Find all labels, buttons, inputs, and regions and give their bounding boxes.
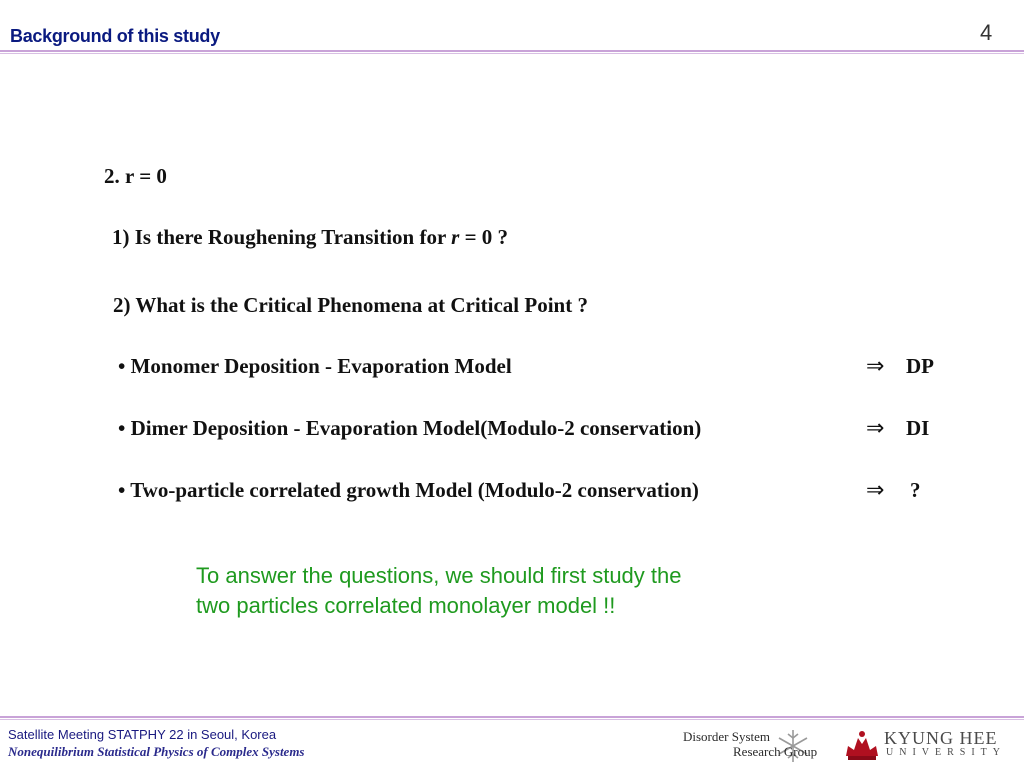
bullet-dimer: • Dimer Deposition - Evaporation Model(Modulo-2 conservation) (118, 416, 702, 440)
question-1-prefix: 1) Is there Roughening Transition for (112, 225, 452, 249)
bullet-two-particle-result: ? (910, 478, 921, 502)
footer-divider (0, 716, 1024, 718)
kyunghee-logo-sub: UNIVERSITY (886, 747, 1006, 758)
section-heading: 2. r = 0 (104, 164, 167, 188)
question-1-variable: r (451, 225, 460, 249)
dsrg-logo-text-1: Disorder System (683, 729, 771, 744)
header-divider (0, 50, 1024, 52)
bullet-monomer-result: DP (906, 354, 934, 378)
bullet-dimer-result: DI (906, 416, 930, 440)
footer-subtitle: Nonequilibrium Statistical Physics of Complex Systems (8, 744, 305, 759)
implies-arrow-icon: ⇒ (866, 415, 885, 440)
bullet-two-particle: • Two-particle correlated growth Model (Modulo-2 conservation) (118, 478, 699, 502)
slide-title: Background of this study (10, 26, 220, 46)
conclusion-line-2: two particles correlated monolayer model !! (196, 593, 616, 618)
dsrg-logo-text-2: Research Group (733, 744, 818, 759)
page-number: 4 (980, 20, 993, 45)
bullet-monomer: • Monomer Deposition - Evaporation Model (118, 354, 512, 378)
kyunghee-emblem-icon (842, 726, 882, 762)
question-2: 2) What is the Critical Phenomena at Critical Point ? (113, 293, 588, 317)
conclusion-line-1: To answer the questions, we should first study the (196, 563, 682, 588)
implies-arrow-icon: ⇒ (866, 477, 885, 502)
question-1-suffix: = 0 ? (459, 225, 509, 249)
kyunghee-logo-name: KYUNG HEE (884, 728, 998, 748)
implies-arrow-icon: ⇒ (866, 353, 885, 378)
question-1 (112, 225, 508, 250)
footer-conference: Satellite Meeting STATPHY 22 in Seoul, Korea (8, 727, 277, 742)
footer-divider-secondary (0, 719, 1024, 720)
header-divider-secondary (0, 53, 1024, 54)
